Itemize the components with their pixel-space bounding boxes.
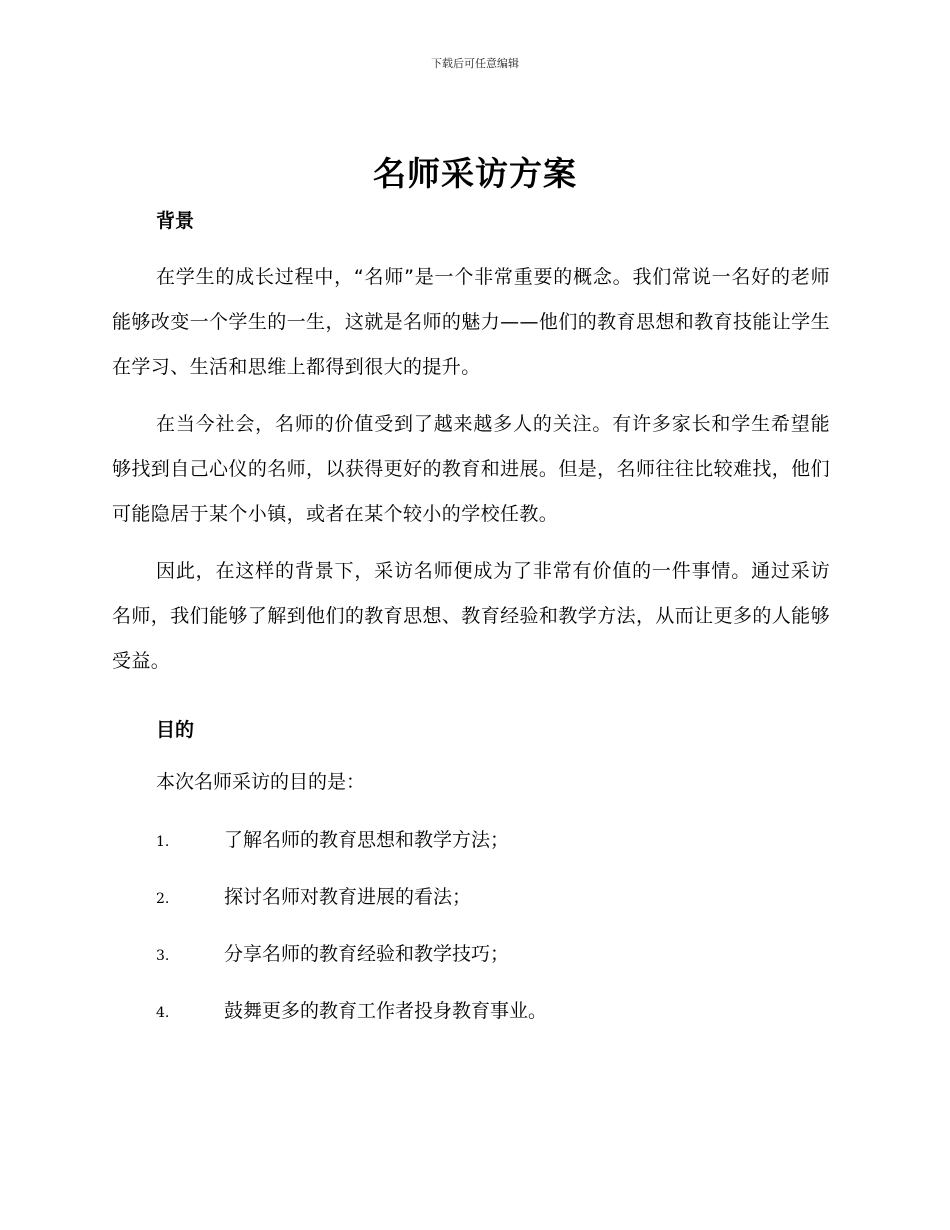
header-note: 下载后可任意编辑 (431, 57, 519, 70)
list-item-text: 鼓舞更多的教育工作者投身教育事业。 (224, 1000, 548, 1022)
goal-intro: 本次名师采访的目的是： (156, 771, 366, 793)
list-item-number: 4. (156, 1005, 170, 1021)
list-item-number: 1. (156, 834, 170, 850)
section-heading-background: 背景 (156, 210, 195, 232)
list-item (112, 995, 830, 1052)
list-item-text: 探讨名师对教育进展的看法； (224, 886, 472, 908)
document-body (112, 205, 830, 1052)
document-title: 名师采访方案 (373, 154, 577, 193)
background-paragraph-3: 因此，在这样的背景下，采访名师便成为了非常有价值的一件事情。通过采访名师，我们能够了解到他们的教育思想、教育经验和教学方法，从而让更多的人能够受益。 (112, 560, 830, 672)
list-item (112, 881, 830, 938)
list-item-number: 2. (156, 891, 170, 907)
list-item-text: 了解名师的教育思想和教学方法； (224, 829, 510, 851)
list-item (112, 938, 830, 995)
section-heading-goal: 目的 (156, 719, 195, 741)
list-item-number: 3. (156, 948, 170, 964)
background-paragraph-1: 在学生的成长过程中，“名师”是一个非常重要的概念。我们常说一名好的老师能够改变一个学生的一生，这就是名师的魅力——他们的教育思想和教育技能让学生在学习、生活和思维上都得到很大的提升。 (112, 266, 830, 378)
background-paragraph-2: 在当今社会，名师的价值受到了越来越多人的关注。有许多家长和学生希望能够找到自己心仪的名师，以获得更好的教育和进展。但是，名师往往比较难找，他们可能隐居于某个小镇，或者在某个较小的学校任教。 (112, 413, 830, 525)
goal-list (112, 824, 830, 1052)
list-item (112, 824, 830, 881)
list-item-text: 分享名师的教育经验和教学技巧； (224, 943, 510, 965)
